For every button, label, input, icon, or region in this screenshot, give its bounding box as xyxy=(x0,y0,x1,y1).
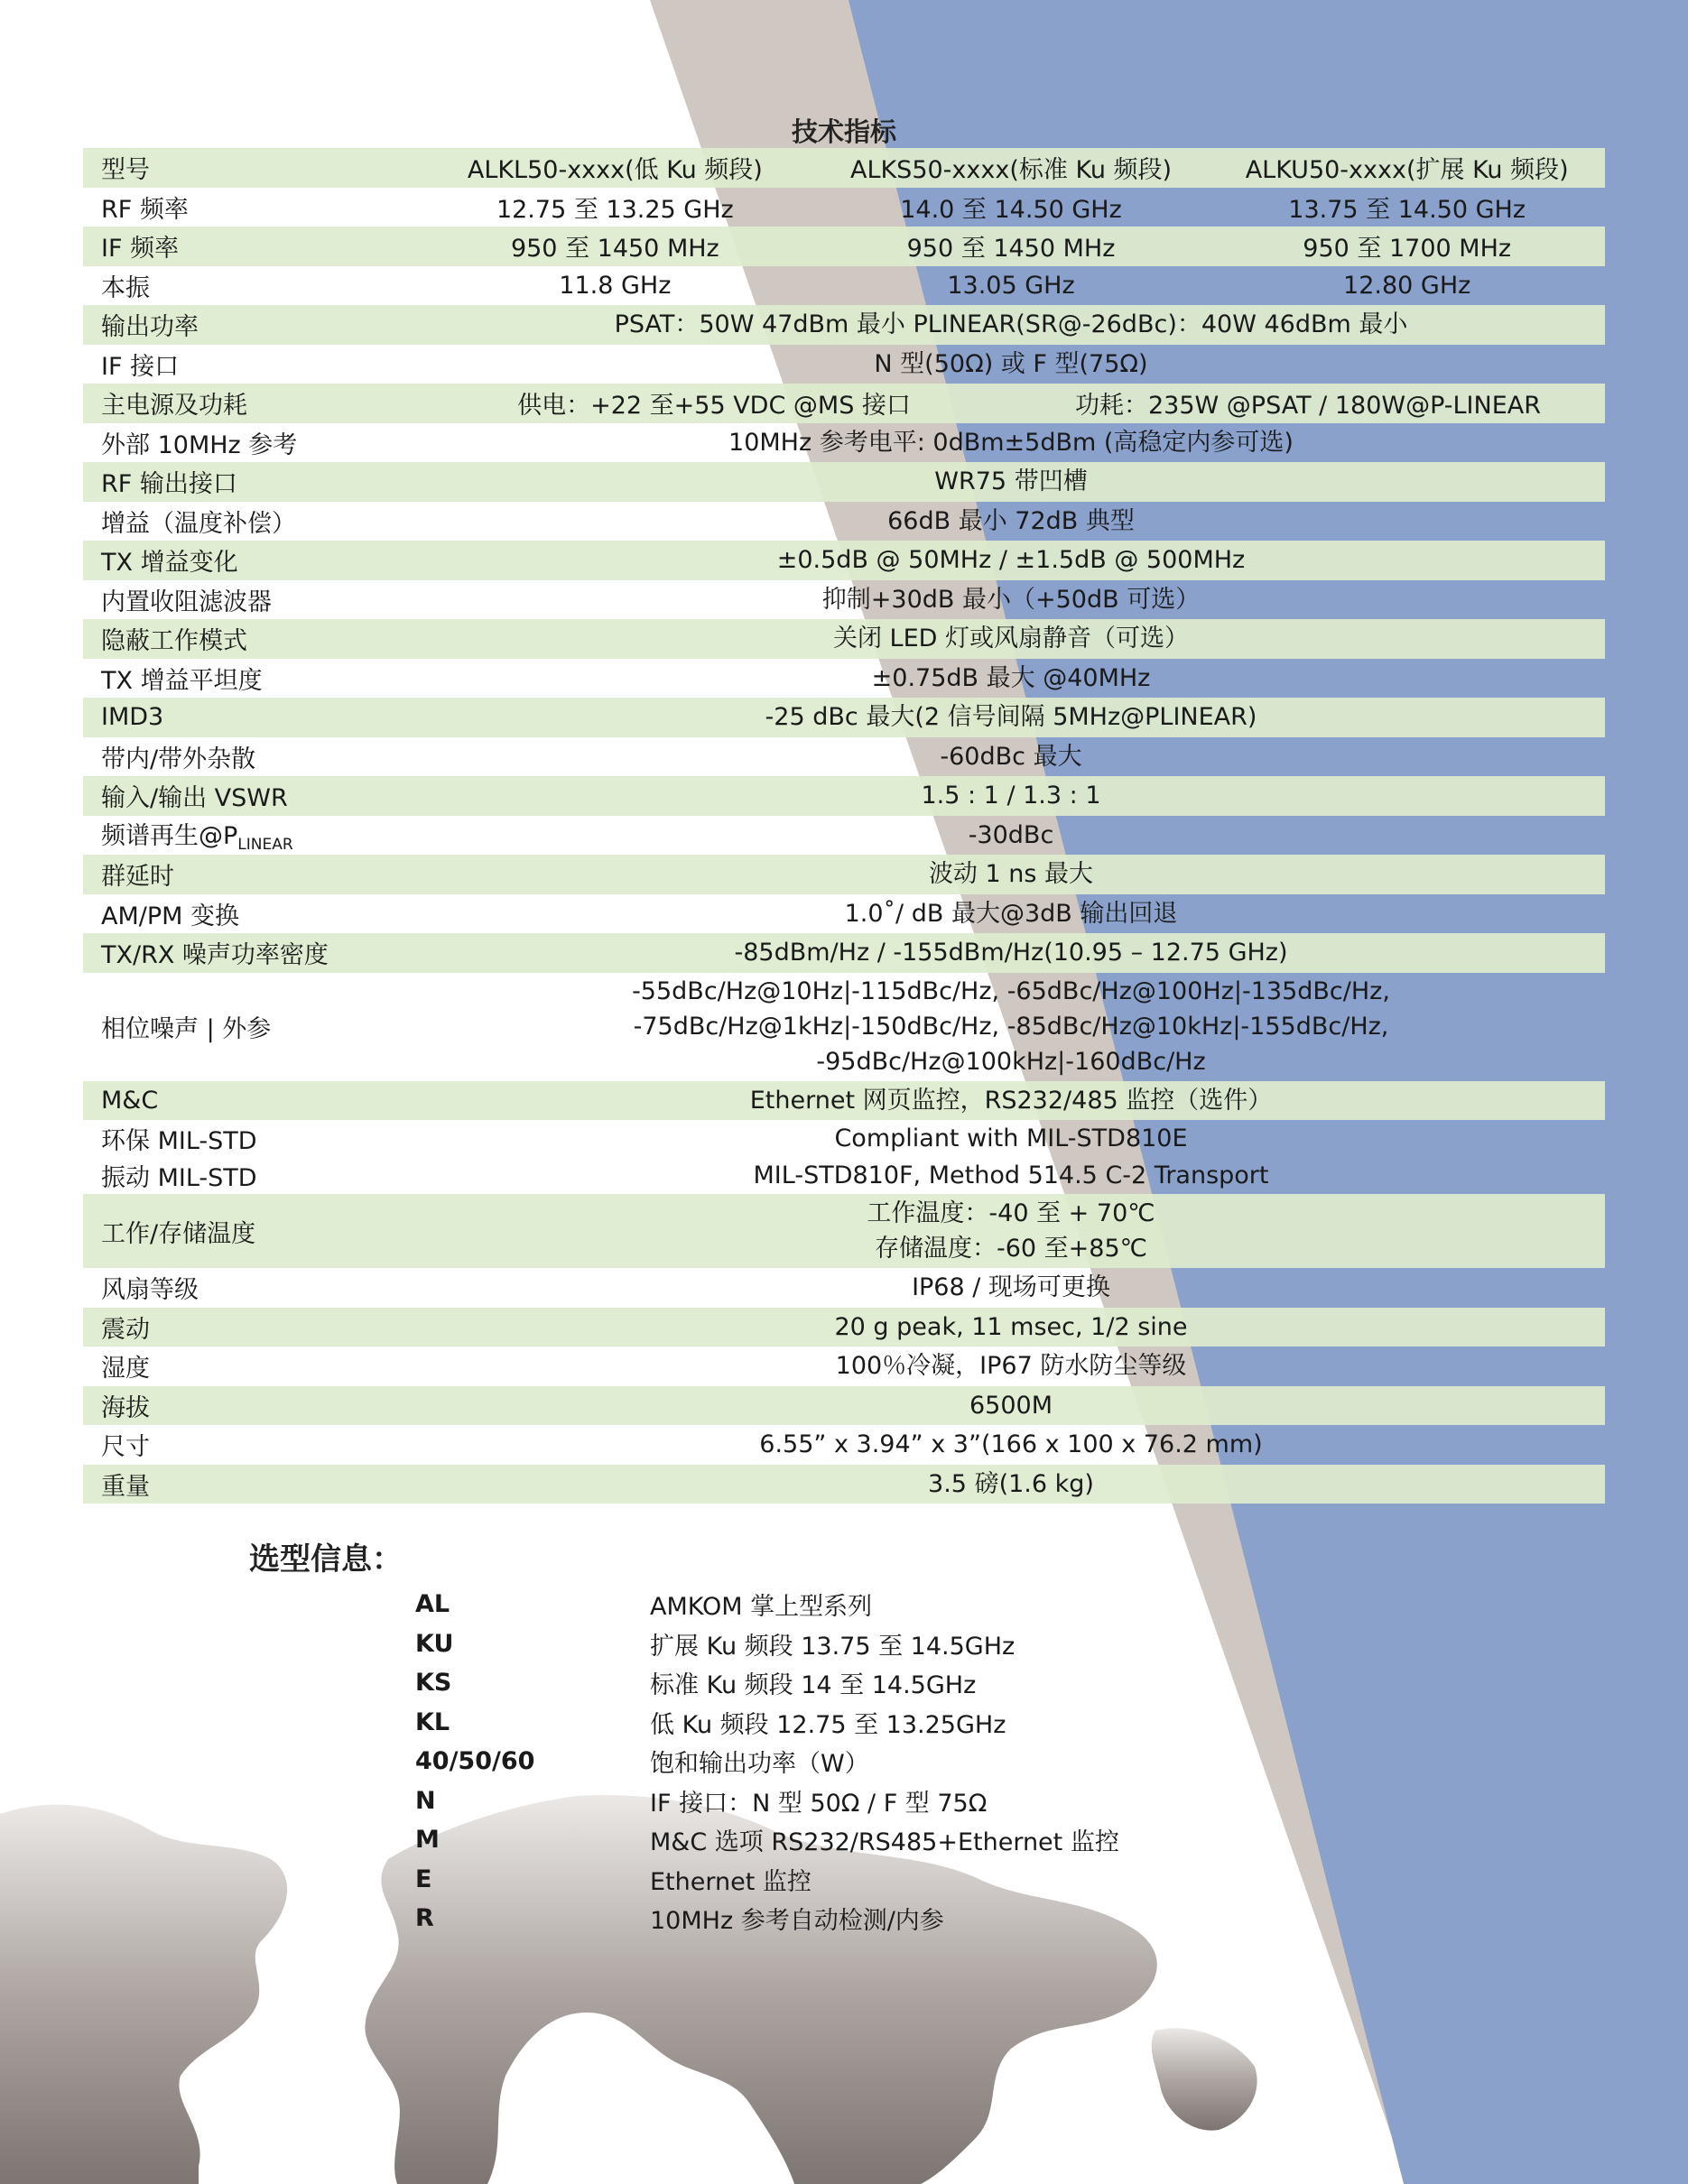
spec-value-line: -75dBc/Hz@1kHz|-150dBc/Hz, -85dBc/Hz@10kHz|-155dBc/Hz, xyxy=(633,1012,1389,1041)
selection-item xyxy=(415,1663,1119,1703)
selection-desc: 低 Ku 频段 12.75 至 13.25GHz xyxy=(650,1710,1006,1739)
spec-row xyxy=(83,619,1605,659)
spec-table xyxy=(83,148,1605,1504)
spec-label: TX 增益平坦度 xyxy=(101,666,263,695)
spec-row xyxy=(83,423,1605,463)
spec-row xyxy=(83,227,1605,266)
spec-value: 950 至 1450 MHz xyxy=(510,235,719,264)
spec-row xyxy=(83,737,1605,777)
selection-item xyxy=(415,1585,1119,1624)
spec-value: PSAT：50W 47dBm 最小 PLINEAR(SR@-26dBc)：40W 46dBm 最小 xyxy=(614,310,1408,339)
spec-label: 相位噪声 | 外参 xyxy=(101,1015,272,1043)
spec-row xyxy=(83,776,1605,816)
spec-value: 1.0˚/ dB 最大@3dB 输出回退 xyxy=(844,899,1178,928)
spec-value: ±0.75dB 最大 @40MHz xyxy=(871,663,1151,692)
spec-label: 增益（温度补偿） xyxy=(101,509,296,538)
spec-row xyxy=(83,148,1605,188)
spec-value: 13.05 GHz xyxy=(947,271,1075,300)
spec-value: 抑制+30dB 最小（+50dB 可选） xyxy=(821,585,1201,614)
selection-desc: IF 接口：N 型 50Ω / F 型 75Ω xyxy=(650,1789,988,1818)
selection-code: M xyxy=(415,1826,440,1855)
spec-value-line: -95dBc/Hz@100kHz|-160dBc/Hz xyxy=(816,1048,1206,1077)
spec-label-main: 频谱再生@P xyxy=(101,822,238,851)
spec-label: 本振 xyxy=(101,273,150,302)
spec-label: 输出功率 xyxy=(101,313,199,342)
spec-label: 输入/输出 VSWR xyxy=(101,784,288,813)
spec-value: 950 至 1700 MHz xyxy=(1303,235,1512,264)
spec-value: ALKL50-xxxx(低 Ku 频段) xyxy=(467,156,763,185)
spec-row xyxy=(83,345,1605,384)
spec-value: 6500M xyxy=(969,1391,1053,1420)
spec-label: 内置收阻滤波器 xyxy=(101,588,272,616)
spec-value: 关闭 LED 灯或风扇静音（可选） xyxy=(832,625,1190,653)
spec-label-subscript: LINEAR xyxy=(237,836,293,855)
spec-value: ±0.5dB @ 50MHz / ±1.5dB @ 500MHz xyxy=(776,546,1246,575)
spec-label: 风扇等级 xyxy=(101,1276,199,1305)
selection-list xyxy=(415,1585,1119,1939)
selection-item xyxy=(415,1820,1119,1860)
selection-desc: M&C 选项 RS232/RS485+Ethernet 监控 xyxy=(650,1828,1119,1857)
spec-row xyxy=(83,580,1605,620)
spec-label: 带内/带外杂散 xyxy=(101,745,256,773)
spec-value: ALKS50-xxxx(标准 Ku 频段) xyxy=(849,156,1173,185)
spec-row xyxy=(83,1465,1605,1504)
selection-item xyxy=(415,1860,1119,1900)
spec-value-line: -55dBc/Hz@10Hz|-115dBc/Hz, -65dBc/Hz@100Hz|-135dBc/Hz, xyxy=(632,976,1390,1005)
spec-row xyxy=(83,1081,1605,1121)
spec-label: 重量 xyxy=(101,1472,150,1501)
spec-label: 主电源及功耗 xyxy=(101,392,247,421)
spec-row xyxy=(83,188,1605,227)
selection-code: E xyxy=(415,1865,432,1893)
spec-row xyxy=(83,462,1605,502)
selection-code: AL xyxy=(415,1590,450,1619)
selection-code: N xyxy=(415,1786,436,1815)
spec-label: IF 频率 xyxy=(101,235,180,264)
spec-row xyxy=(83,659,1605,699)
selection-title: 选型信息： xyxy=(249,1541,403,1578)
selection-desc: 10MHz 参考自动检测/内参 xyxy=(650,1907,944,1936)
spec-value: IP68 / 现场可更换 xyxy=(912,1273,1110,1302)
spec-value: N 型(50Ω) 或 F 型(75Ω) xyxy=(874,349,1148,378)
selection-item xyxy=(415,1899,1119,1939)
spec-row xyxy=(83,1308,1605,1347)
selection-item xyxy=(415,1742,1119,1781)
spec-row xyxy=(83,1194,1605,1268)
spec-row xyxy=(83,1120,1605,1157)
spec-value: -85dBm/Hz / -155dBm/Hz(10.95 – 12.75 GHz) xyxy=(734,939,1288,967)
selection-desc: 饱和输出功率（W） xyxy=(650,1750,869,1779)
selection-desc: AMKOM 掌上型系列 xyxy=(650,1593,873,1622)
selection-code: KS xyxy=(415,1669,452,1698)
spec-value: 66dB 最小 72dB 典型 xyxy=(887,506,1135,535)
spec-value: 12.75 至 13.25 GHz xyxy=(496,195,734,224)
spec-label: RF 频率 xyxy=(101,195,189,224)
spec-label: 群延时 xyxy=(101,863,174,892)
spec-value: 功耗：235W @PSAT / 180W@P-LINEAR xyxy=(1074,392,1542,421)
spec-label: 海拔 xyxy=(101,1393,150,1422)
selection-code: KL xyxy=(415,1707,450,1736)
spec-label: 型号 xyxy=(101,156,150,185)
spec-value: 14.0 至 14.50 GHz xyxy=(900,195,1122,224)
spec-value: 1.5 : 1 / 1.3 : 1 xyxy=(921,782,1101,810)
spec-value xyxy=(417,1196,1605,1266)
spec-label: 隐蔽工作模式 xyxy=(101,627,247,656)
spec-label: RF 输出接口 xyxy=(101,470,237,499)
selection-desc: 标准 Ku 频段 14 至 14.5GHz xyxy=(650,1671,977,1700)
spec-label: 湿度 xyxy=(101,1355,150,1384)
spec-row xyxy=(83,855,1605,894)
spec-label: 尺寸 xyxy=(101,1433,150,1462)
spec-value: MIL-STD810F, Method 514.5 C-2 Transport xyxy=(753,1161,1269,1189)
spec-label: 工作/存储温度 xyxy=(101,1219,256,1248)
spec-label: IMD3 xyxy=(101,703,164,732)
spec-value: 100％冷凝，IP67 防水防尘等级 xyxy=(835,1352,1187,1381)
spec-row xyxy=(83,266,1605,306)
spec-row xyxy=(83,894,1605,934)
spec-value: WR75 带凹槽 xyxy=(934,467,1088,496)
spec-row xyxy=(83,502,1605,541)
spec-row xyxy=(83,384,1605,423)
spec-value: 3.5 磅(1.6 kg) xyxy=(928,1469,1094,1498)
spec-value: Compliant with MIL-STD810E xyxy=(834,1124,1188,1152)
spec-row xyxy=(83,933,1605,973)
spec-label: IF 接口 xyxy=(101,352,180,381)
spec-value: 13.75 至 14.50 GHz xyxy=(1288,195,1526,224)
selection-desc: Ethernet 监控 xyxy=(650,1867,812,1896)
spec-row xyxy=(83,541,1605,580)
spec-label: M&C xyxy=(101,1086,159,1115)
spec-row xyxy=(83,305,1605,345)
selection-item xyxy=(415,1781,1119,1821)
spec-value: 11.8 GHz xyxy=(559,271,672,300)
spec-label: 振动 MIL-STD xyxy=(101,1164,257,1192)
spec-label: 环保 MIL-STD xyxy=(101,1127,257,1155)
selection-desc: 扩展 Ku 频段 13.75 至 14.5GHz xyxy=(650,1632,1016,1661)
spec-title: 技术指标 xyxy=(791,116,896,147)
selection-code: R xyxy=(415,1904,434,1933)
spec-row xyxy=(83,1268,1605,1308)
spec-value-line: 存储温度：-60 至+85℃ xyxy=(875,1235,1147,1263)
spec-value-line: 工作温度：-40 至 + 70℃ xyxy=(867,1198,1155,1227)
spec-value: -60dBc 最大 xyxy=(940,742,1082,771)
spec-label: TX 增益变化 xyxy=(101,549,238,578)
spec-row xyxy=(83,1386,1605,1426)
spec-row xyxy=(83,1346,1605,1386)
spec-value: ALKU50-xxxx(扩展 Ku 频段) xyxy=(1245,156,1569,185)
spec-label: TX/RX 噪声功率密度 xyxy=(101,941,329,970)
spec-value: -30dBc xyxy=(968,820,1054,849)
spec-row xyxy=(83,1157,1605,1194)
spec-label xyxy=(83,816,417,854)
selection-code: KU xyxy=(415,1629,454,1658)
spec-value: 950 至 1450 MHz xyxy=(906,235,1116,264)
spec-row xyxy=(83,1425,1605,1465)
spec-row xyxy=(83,973,1605,1081)
selection-item xyxy=(415,1703,1119,1743)
spec-row xyxy=(83,698,1605,737)
spec-label: 外部 10MHz 参考 xyxy=(101,430,298,459)
spec-label: 震动 xyxy=(101,1315,150,1344)
spec-value: 波动 1 ns 最大 xyxy=(928,860,1094,889)
selection-item xyxy=(415,1624,1119,1664)
selection-code: 40/50/60 xyxy=(415,1747,535,1776)
spec-value: -25 dBc 最大(2 信号间隔 5MHz@PLINEAR) xyxy=(765,703,1257,732)
spec-value xyxy=(417,974,1605,1079)
spec-value: 10MHz 参考电平: 0dBm±5dBm (高稳定内参可选) xyxy=(728,428,1294,457)
spec-value: 20 g peak, 11 msec, 1/2 sine xyxy=(834,1312,1188,1341)
spec-value: Ethernet 网页监控，RS232/485 监控（选件） xyxy=(749,1086,1273,1115)
spec-value: 12.80 GHz xyxy=(1343,271,1471,300)
spec-label: AM/PM 变换 xyxy=(101,902,240,930)
spec-row xyxy=(83,816,1605,856)
spec-value: 供电：+22 至+55 VDC @MS 接口 xyxy=(517,392,911,421)
spec-value: 6.55” x 3.94” x 3”(166 x 100 x 76.2 mm) xyxy=(759,1430,1263,1459)
